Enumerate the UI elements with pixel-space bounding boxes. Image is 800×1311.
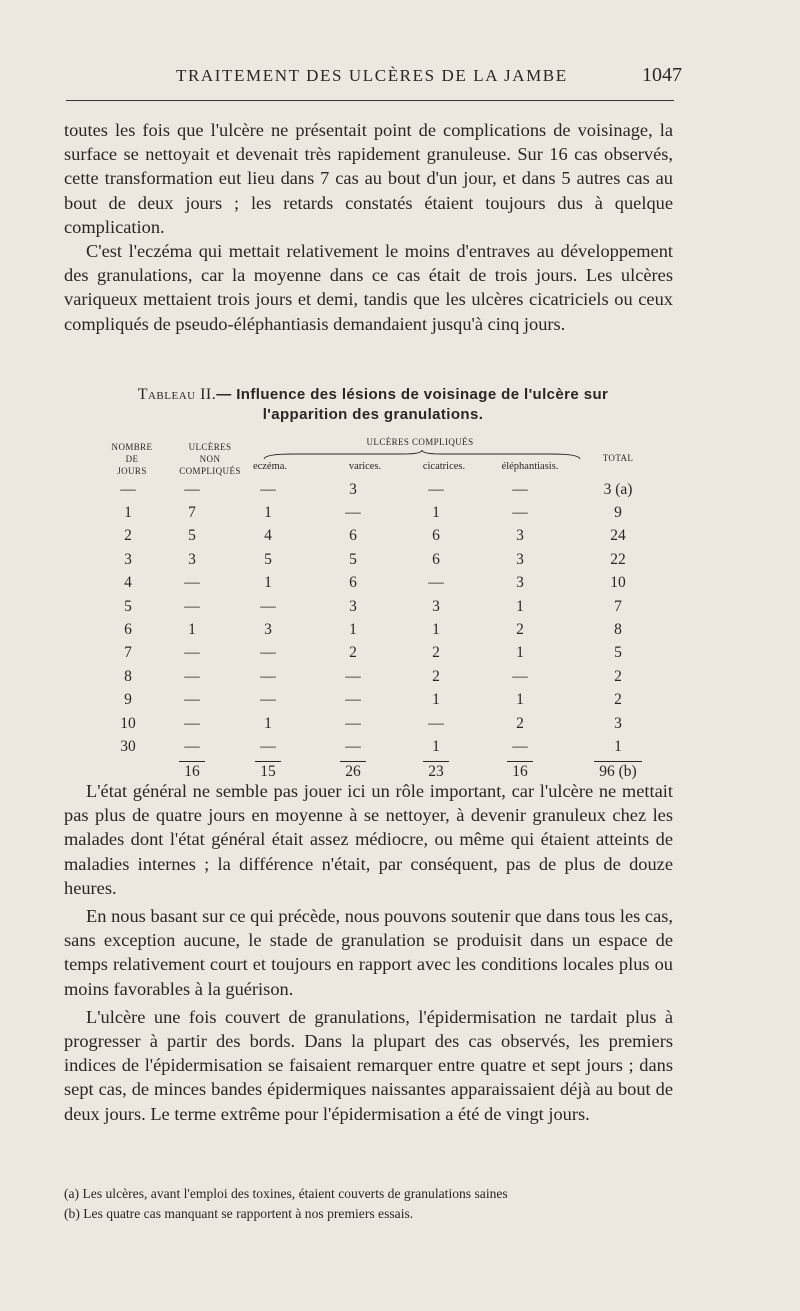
- total-value: 16: [179, 761, 205, 782]
- table-cell: —: [260, 667, 276, 685]
- page-number: 1047: [642, 64, 682, 86]
- table-cell: 2: [432, 644, 440, 662]
- paragraph: En nous basant sur ce qui précède, nous pouvons soutenir que dans tous les cas, sans exception aucune, le stade de granulation se produisit dans un espace de temps relativement court et toujours en rapport avec les conditions locales plus ou moins favorables à la guérison.: [64, 906, 673, 999]
- table-cell: 1: [432, 737, 440, 755]
- footnote: (a) Les ulcères, avant l'emploi des toxines, étaient couverts de granulations saines: [64, 1186, 508, 1201]
- table-cell: —: [184, 480, 200, 498]
- table-cell: 4: [124, 574, 132, 592]
- paragraph: C'est l'eczéma qui mettait relativement le moins d'entraves au développement des granulations, car la moyenne dans ce cas était de trois jours. Les ulcères variqueux mettaient trois jours et demi, tandis que les ulcères cicatriciels ou ceux compliqués de pseudo-éléphantiasis demandaient jusqu'à cinq jours.: [64, 241, 673, 334]
- table-cell: —: [512, 737, 528, 755]
- table-row: [100, 478, 670, 501]
- table-cell: 1: [124, 504, 132, 522]
- table-cell: 1: [264, 714, 272, 732]
- table-cell: —: [184, 597, 200, 615]
- table-label: Tableau II.: [137, 386, 217, 403]
- table-cell: —: [260, 737, 276, 755]
- table-cell: 6: [124, 621, 132, 639]
- table-cell: 6: [349, 527, 357, 545]
- table-cell: —: [512, 480, 528, 498]
- table-cell: 2: [349, 644, 357, 662]
- table-cell: —: [345, 714, 361, 732]
- table-cell: 2: [432, 667, 440, 685]
- table-row: [100, 501, 670, 524]
- table-row: [100, 665, 670, 688]
- col-group-complicated: ULCÈRES COMPLIQUÉS: [366, 437, 474, 447]
- table-row: [100, 548, 670, 571]
- table-cell: 7: [188, 504, 196, 522]
- table-cell: 9: [614, 504, 622, 522]
- table-cell: 2: [516, 714, 524, 732]
- table-cell: —: [345, 504, 361, 522]
- table-cell: —: [120, 480, 136, 498]
- table-cell: 5: [188, 527, 196, 545]
- col-header-text: COMPLIQUÉS: [179, 466, 241, 476]
- footnote: (b) Les quatre cas manquant se rapportent à nos premiers essais.: [64, 1206, 414, 1221]
- col-header-varices: varices.: [348, 461, 382, 472]
- header-rule: [66, 100, 674, 101]
- table-cell: 10: [120, 714, 136, 732]
- table-cell: 7: [124, 644, 132, 662]
- table-cell: 22: [610, 550, 626, 568]
- table-cell: 3 (a): [603, 480, 633, 498]
- table-cell: 1: [188, 621, 196, 639]
- table-cell: 3: [614, 714, 622, 732]
- table-row: [100, 572, 670, 595]
- table-row: [100, 689, 670, 712]
- table-cell: 1: [432, 504, 440, 522]
- table-cell: —: [184, 667, 200, 685]
- table-cell: 8: [614, 621, 622, 639]
- col-header-text: NOMBRE: [111, 442, 153, 452]
- table-cell: —: [184, 644, 200, 662]
- table-cell: 3: [516, 550, 524, 568]
- table-cell: 6: [349, 574, 357, 592]
- table-cell: —: [184, 574, 200, 592]
- table-cell: 6: [432, 527, 440, 545]
- table-cell: 1: [264, 574, 272, 592]
- table-cell: —: [184, 714, 200, 732]
- total-value: 16: [507, 761, 533, 782]
- col-header-text: NON: [199, 454, 221, 464]
- body-text-top: [64, 118, 673, 336]
- table-cell: 6: [432, 550, 440, 568]
- table-title-line1: Influence des lésions de voisinage de l'ulcère sur: [236, 386, 609, 403]
- table-cell: —: [184, 691, 200, 709]
- table-title-line2: l'apparition des granulations.: [262, 406, 484, 423]
- table-cell: 30: [120, 737, 136, 755]
- table-cell: 3: [264, 621, 272, 639]
- table-row: [100, 525, 670, 548]
- total-value: 23: [423, 761, 449, 782]
- table-cell: —: [345, 667, 361, 685]
- paragraph: toutes les fois que l'ulcère ne présentait point de complications de voisinage, la surface se nettoyait et devenait très rapidement granuleuse. Sur 16 cas observés, cette transformation eut lieu dans 7 cas au bout d'un jour, et dans 5 autres cas au bout de deux jours ; les retards constatés étaient toujours dus à quelque complication.: [64, 120, 673, 237]
- table-cell: 3: [516, 527, 524, 545]
- table-cell: 24: [610, 527, 626, 545]
- col-header-eczema: eczéma.: [252, 461, 288, 472]
- col-header-elephantiasis: éléphantiasis.: [501, 461, 559, 472]
- table-cell: 5: [614, 644, 622, 662]
- table-cell: 2: [614, 691, 622, 709]
- table-row: [100, 712, 670, 735]
- table-cell: 3: [188, 550, 196, 568]
- table-cell: 10: [610, 574, 626, 592]
- table-cell: 1: [516, 644, 524, 662]
- table-cell: 4: [264, 527, 272, 545]
- table-cell: 2: [614, 667, 622, 685]
- table-caption: Tableau II.— Influence des lésions de voisinage de l'ulcère sur l'apparition des granulations.: [137, 386, 609, 423]
- table-cell: —: [260, 480, 276, 498]
- table-cell: —: [428, 574, 444, 592]
- table-cell: 5: [264, 550, 272, 568]
- table-cell: 3: [349, 597, 357, 615]
- table-cell: 3: [516, 574, 524, 592]
- table-row: [100, 595, 670, 618]
- group-brace: [263, 450, 581, 460]
- col-header-days: [104, 441, 160, 477]
- paragraph: L'état général ne semble pas jouer ici un rôle important, car l'ulcère ne mettait pas plus de quatre jours en moyenne à se nettoyer, à devenir granuleux chez les malades dont l'état général était assez médiocre, ou même qui étaient atteints de maladies internes ; la différence n'était, par conséquent, pas de plus de douze heures.: [64, 781, 673, 898]
- col-header-text: DE: [125, 454, 139, 464]
- table-cell: 1: [432, 691, 440, 709]
- table-cell: —: [512, 504, 528, 522]
- table-cell: —: [345, 691, 361, 709]
- table-cell: 2: [516, 621, 524, 639]
- table-cell: 3: [349, 480, 357, 498]
- running-title: TRAITEMENT DES ULCÈRES DE LA JAMBE: [176, 66, 568, 85]
- table-cell: 5: [124, 597, 132, 615]
- table-cell: 7: [614, 597, 622, 615]
- data-table: [100, 478, 670, 783]
- col-header-text: ULCÈRES: [188, 442, 232, 452]
- table-cell: —: [428, 714, 444, 732]
- table-cell: —: [345, 737, 361, 755]
- table-row: [100, 642, 670, 665]
- col-header-text: JOURS: [117, 466, 147, 476]
- total-value: 26: [340, 761, 366, 782]
- table-cell: 2: [124, 527, 132, 545]
- table-cell: 1: [264, 504, 272, 522]
- table-cell: 1: [432, 621, 440, 639]
- table-cell: 1: [516, 597, 524, 615]
- table-cell: 1: [516, 691, 524, 709]
- paragraph: L'ulcère une fois couvert de granulations, l'épidermisation ne tardait plus à progresser à partir des bords. Dans la plupart des cas observés, les premiers indices de l'épidermisation se faisaient remarquer entre quatre et sept jours ; dans sept cas, de minces bandes épidermiques naissantes apparaissaient déjà au bout de deux jours. Le terme extrême pour l'épidermisation a été de vingt jours.: [64, 1006, 673, 1124]
- table-cell: —: [260, 597, 276, 615]
- table-cell: —: [512, 667, 528, 685]
- table-cell: —: [184, 737, 200, 755]
- total-value: 15: [255, 761, 281, 782]
- table-cell: 1: [349, 621, 357, 639]
- table-cell: 5: [349, 550, 357, 568]
- table-cell: 8: [124, 667, 132, 685]
- footnotes: [64, 1184, 684, 1224]
- body-text-bottom: [64, 779, 673, 1126]
- running-header: [66, 64, 682, 90]
- total-value: 96 (b): [594, 761, 641, 782]
- table-cell: 3: [124, 550, 132, 568]
- table-cell: 1: [614, 737, 622, 755]
- col-header-total: TOTAL: [602, 453, 634, 463]
- table-cell: —: [260, 691, 276, 709]
- table-cell: 9: [124, 691, 132, 709]
- table-row: [100, 618, 670, 641]
- col-header-cicatrices: cicatrices.: [422, 461, 466, 472]
- table-cell: 3: [432, 597, 440, 615]
- table-cell: —: [260, 644, 276, 662]
- table-row: [100, 735, 670, 758]
- table-cell: —: [428, 480, 444, 498]
